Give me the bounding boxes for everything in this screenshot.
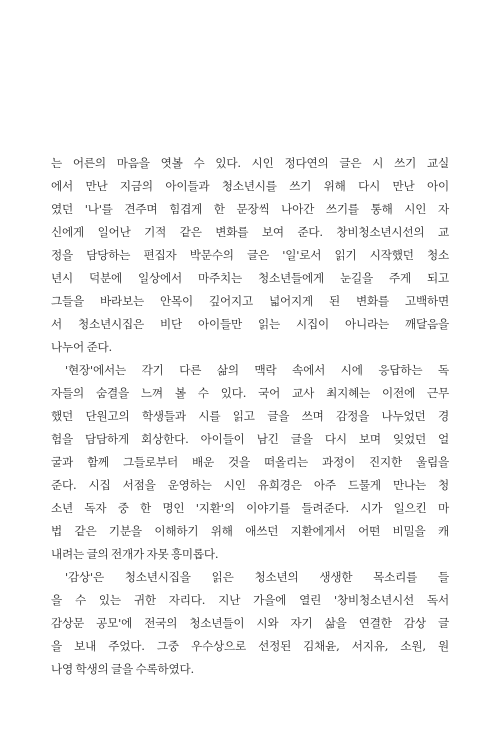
paragraph-3 [51, 566, 449, 681]
text-line: 그들을 바라보는 안목이 깊어지고 넓어지게 된 변화를 고백하면 [51, 294, 449, 308]
text-line: 법 같은 기분을 이해하기 위해 애쓰던 지환에게서 어떤 비밀을 캐 [51, 524, 449, 538]
text-line: 신에게 일어난 기적 같은 변화를 보여 준다. 창비청소년시선의 교 [51, 225, 449, 239]
text-line: 자들의 숨결을 느껴 볼 수 있다. 국어 교사 최지혜는 이전에 근무 [51, 386, 449, 400]
text-line: 에서 만난 지금의 아이들과 청소년시를 쓰기 위해 다시 만난 아이 [51, 179, 449, 193]
body-text [51, 152, 449, 681]
text-line: 내려는 글의 전개가 자못 흥미롭다. [51, 547, 219, 561]
text-line: 년시 덕분에 일상에서 마주치는 청소년들에게 눈길을 주게 되고 [51, 271, 449, 285]
paragraph-1 [51, 152, 449, 359]
text-line: 굴과 함께 그들로부터 배운 것을 떠올리는 과정이 진지한 울림을 [51, 455, 449, 469]
text-line: 을 수 있는 귀한 자리다. 지난 가을에 열린 '창비청소년시선 독서 [51, 593, 449, 607]
text-line: '현장'에서는 각기 다른 삶의 맥락 속에서 시에 응답하는 독 [65, 363, 449, 377]
text-line: '감상'은 청소년시집을 읽은 청소년의 생생한 목소리를 들 [65, 570, 449, 584]
text-line: 소년 독자 중 한 명인 '지환'의 이야기를 들려준다. 시가 일으킨 마 [51, 501, 449, 515]
text-line: 험을 담담하게 회상한다. 아이들이 남긴 글을 다시 보며 잊었던 얼 [51, 432, 449, 446]
paragraph-2 [51, 359, 449, 566]
text-line: 서 청소년시집은 비단 아이들만 읽는 시집이 아니라는 깨달음을 [51, 317, 449, 331]
text-line: 나누어 준다. [51, 340, 112, 354]
text-line: 정을 담당하는 편집자 박문수의 글은 '일'로서 읽기 시작했던 청소 [51, 248, 449, 262]
text-line: 였던 '나'를 견주며 힘겹게 한 문장씩 나아간 쓰기를 통해 시인 자 [51, 202, 449, 216]
text-line: 나영 학생의 글을 수록하였다. [51, 662, 194, 676]
text-line: 감상문 공모'에 전국의 청소년들이 시와 자기 삶을 연결한 감상 글 [51, 616, 449, 630]
text-line: 했던 단원고의 학생들과 시를 읽고 글을 쓰며 감정을 나누었던 경 [51, 409, 449, 423]
text-line: 을 보내 주었다. 그중 우수상으로 선정된 김채윤, 서지유, 소원, 원 [51, 639, 449, 653]
text-line: 준다. 시집 서점을 운영하는 시인 유희경은 아주 드물게 만나는 청 [51, 478, 449, 492]
text-line: 는 어른의 마음을 엿볼 수 있다. 시인 정다연의 글은 시 쓰기 교실 [51, 156, 449, 170]
